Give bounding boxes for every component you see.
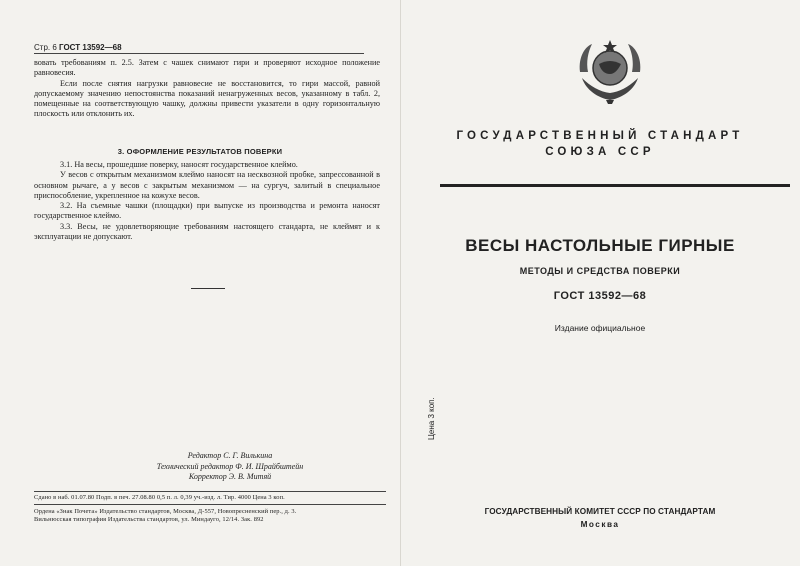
union-label: СОЮЗА ССР — [545, 146, 655, 158]
paragraph: 3.1. На весы, прошедшие поверку, наносят государственное клеймо. — [60, 160, 298, 169]
divider — [34, 491, 386, 492]
thick-rule — [440, 184, 790, 187]
edition-label: Издание официальное — [554, 323, 646, 333]
page-header — [34, 43, 122, 52]
paragraph: Если после снятия нагрузки равновесие не восстановится, то гири массой, равной допускаемому значению непостоянства показаний ненагруженных весов, указанному в табл. 2, помещенные на соответствующую чашку, должны привести указатели в одну горизонтальную плоскость или отклонить их. — [34, 78, 380, 119]
price-label: Цена 3 коп. — [427, 397, 436, 440]
ussr-emblem-icon — [572, 38, 648, 106]
publisher-line: Ордена «Знак Почета» Издательство стандартов, Москва, Д-557, Новопресненский пер., д. 3. — [34, 508, 297, 515]
credit-tech-editor: Технический редактор Ф. И. Шрайбштейн — [156, 461, 304, 471]
paragraph: вовать требованиям п. 2.5. Затем с чашек снимают гири и проверяют исходное положение равновесия. — [34, 58, 380, 78]
credit-editor: Редактор С. Г. Вилькина — [187, 451, 273, 460]
city-label: Москва — [580, 520, 620, 529]
document-title: ВЕСЫ НАСТОЛЬНЫЕ ГИРНЫЕ — [465, 236, 735, 255]
divider — [34, 504, 386, 505]
header-rule — [34, 53, 364, 54]
text-block-section — [34, 160, 380, 242]
credits — [100, 451, 360, 483]
right-page — [400, 0, 800, 566]
section-title: 3. ОФОРМЛЕНИЕ РЕЗУЛЬТАТОВ ПОВЕРКИ — [117, 147, 283, 156]
state-standard-label: ГОСУДАРСТВЕННЫЙ СТАНДАРТ — [456, 130, 744, 142]
publisher-line: Вильнюсская типография Издательства стандартов, ул. Миндауго, 12/14. Зак. 892 — [34, 516, 264, 523]
document-subtitle: МЕТОДЫ И СРЕДСТВА ПОВЕРКИ — [519, 266, 681, 276]
paragraph: 3.3. Весы, не удовлетворяющие требованиям настоящего стандарта, не клеймят и к эксплуатации не допускают. — [34, 221, 380, 242]
gost-number: ГОСТ 13592—68 — [553, 290, 647, 302]
paragraph: 3.2. На съемные чашки (площадки) при выпуске из производства и ремонта наносят государственное клеймо. — [34, 201, 380, 221]
header-standard: ГОСТ 13592—68 — [59, 43, 122, 52]
committee-label: ГОСУДАРСТВЕННЫЙ КОМИТЕТ СССР ПО СТАНДАРТАМ — [484, 507, 716, 516]
text-block-top — [34, 58, 380, 120]
end-rule — [191, 288, 225, 289]
page-label: Стр. 6 — [34, 43, 57, 52]
print-info: Сдано в наб. 01.07.80 Подп. в печ. 27.08.80 0,5 п. л. 0,39 уч.-изд. л. Тир. 4000 Цена 3 коп. — [34, 494, 285, 501]
credit-corrector: Корректор Э. В. Митяй — [188, 472, 272, 481]
paragraph: У весов с открытым механизмом клеймо наносят на несквозной пробке, запрессованной в основном рычаге, а у весов с закрытым механизмом — на сургуч, залитый в специальное приспособление, укрепленное на кожухе весов. — [34, 170, 380, 200]
